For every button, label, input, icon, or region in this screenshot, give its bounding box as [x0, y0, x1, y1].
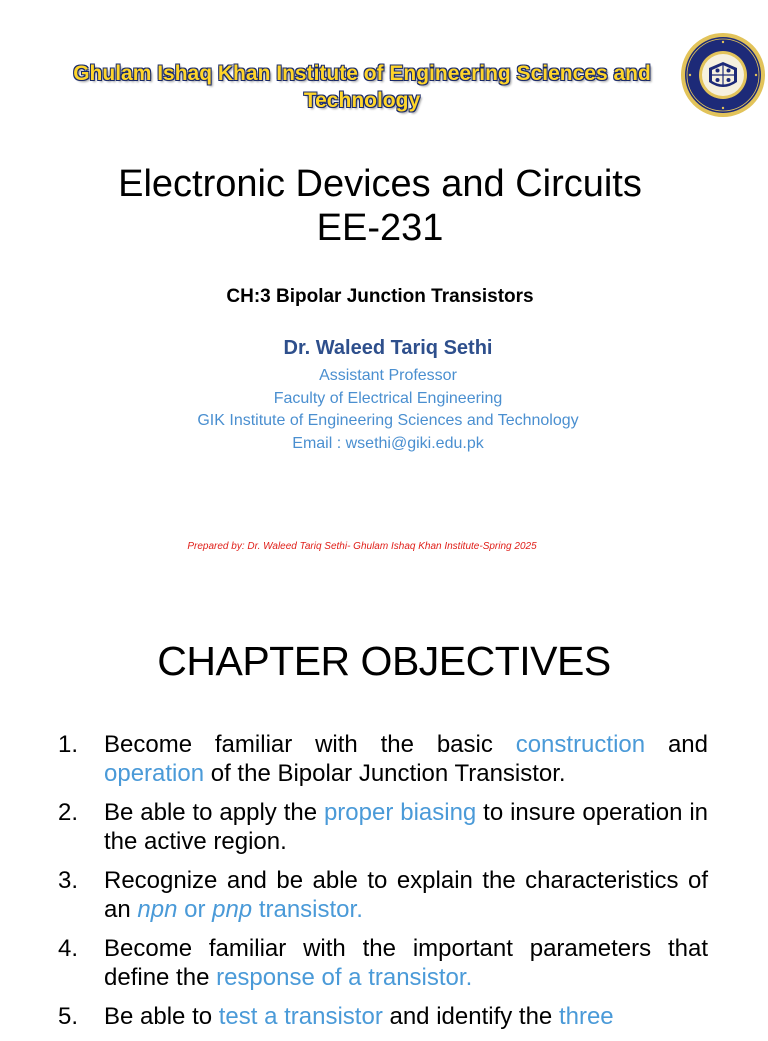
- objective-highlight: response of a transistor.: [216, 964, 473, 991]
- objective-highlight: construction: [515, 731, 646, 758]
- course-title: [0, 162, 760, 250]
- objective-text: Become familiar with the important parameters that define the: [104, 935, 708, 991]
- objective-highlight: or: [177, 896, 213, 923]
- author-institute: GIK Institute of Engineering Sciences and Technology: [197, 412, 579, 430]
- objective-number: 5.: [58, 1003, 79, 1030]
- objective-item: [58, 1002, 708, 1031]
- objective-item: [58, 934, 708, 992]
- objective-number: 4.: [58, 935, 79, 962]
- author-faculty: Faculty of Electrical Engineering: [273, 389, 503, 407]
- objective-text: and identify the: [382, 1003, 559, 1030]
- objective-text: to insure operation in the active region.: [104, 799, 708, 855]
- author-email: Email : wsethi@giki.edu.pk: [292, 435, 484, 453]
- objective-text: Be able to apply the: [104, 799, 324, 826]
- objective-highlight: proper biasing: [323, 799, 477, 826]
- objectives-slide: [0, 576, 768, 1030]
- objective-item: [58, 730, 708, 788]
- author-designation: Assistant Professor: [319, 367, 457, 384]
- objectives-title: CHAPTER OBJECTIVES: [157, 638, 611, 684]
- objective-number: 1.: [58, 731, 79, 758]
- chapter-title: CH:3 Bipolar Junction Transistors: [226, 286, 534, 307]
- objective-text: of the Bipolar Junction Transistor.: [204, 760, 566, 787]
- objective-highlight: three: [558, 1003, 614, 1030]
- objective-item: [58, 866, 708, 924]
- institute-seal-icon: [680, 32, 766, 118]
- author-name: Dr. Waleed Tariq Sethi: [283, 337, 493, 359]
- objective-number: 2.: [58, 799, 79, 826]
- course-name: Electronic Devices and Circuits: [118, 163, 642, 205]
- objective-highlight: test a transistor: [218, 1003, 383, 1030]
- author-info: [0, 365, 768, 456]
- objectives-list: [58, 730, 708, 1041]
- objective-number: 3.: [58, 867, 79, 894]
- objective-highlight: npn: [137, 896, 178, 923]
- objective-text: and: [645, 731, 708, 758]
- objective-text: Be able to: [104, 1003, 219, 1030]
- objective-item: [58, 798, 708, 856]
- objective-highlight: pnp: [212, 896, 253, 923]
- course-code: EE-231: [316, 207, 444, 249]
- objective-text: Recognize and be able to explain the characteristics of an: [104, 867, 708, 923]
- prepared-by-note: Prepared by: Dr. Waleed Tariq Sethi- Ghulam Ishaq Khan Institute-Spring 2025: [187, 541, 537, 552]
- objective-highlight: operation: [104, 760, 205, 787]
- institute-title: Ghulam Ishaq Khan Institute of Engineering Sciences and Technology: [73, 62, 651, 112]
- objective-text: Become familiar with the basic: [104, 731, 516, 758]
- objective-highlight: transistor.: [252, 896, 363, 923]
